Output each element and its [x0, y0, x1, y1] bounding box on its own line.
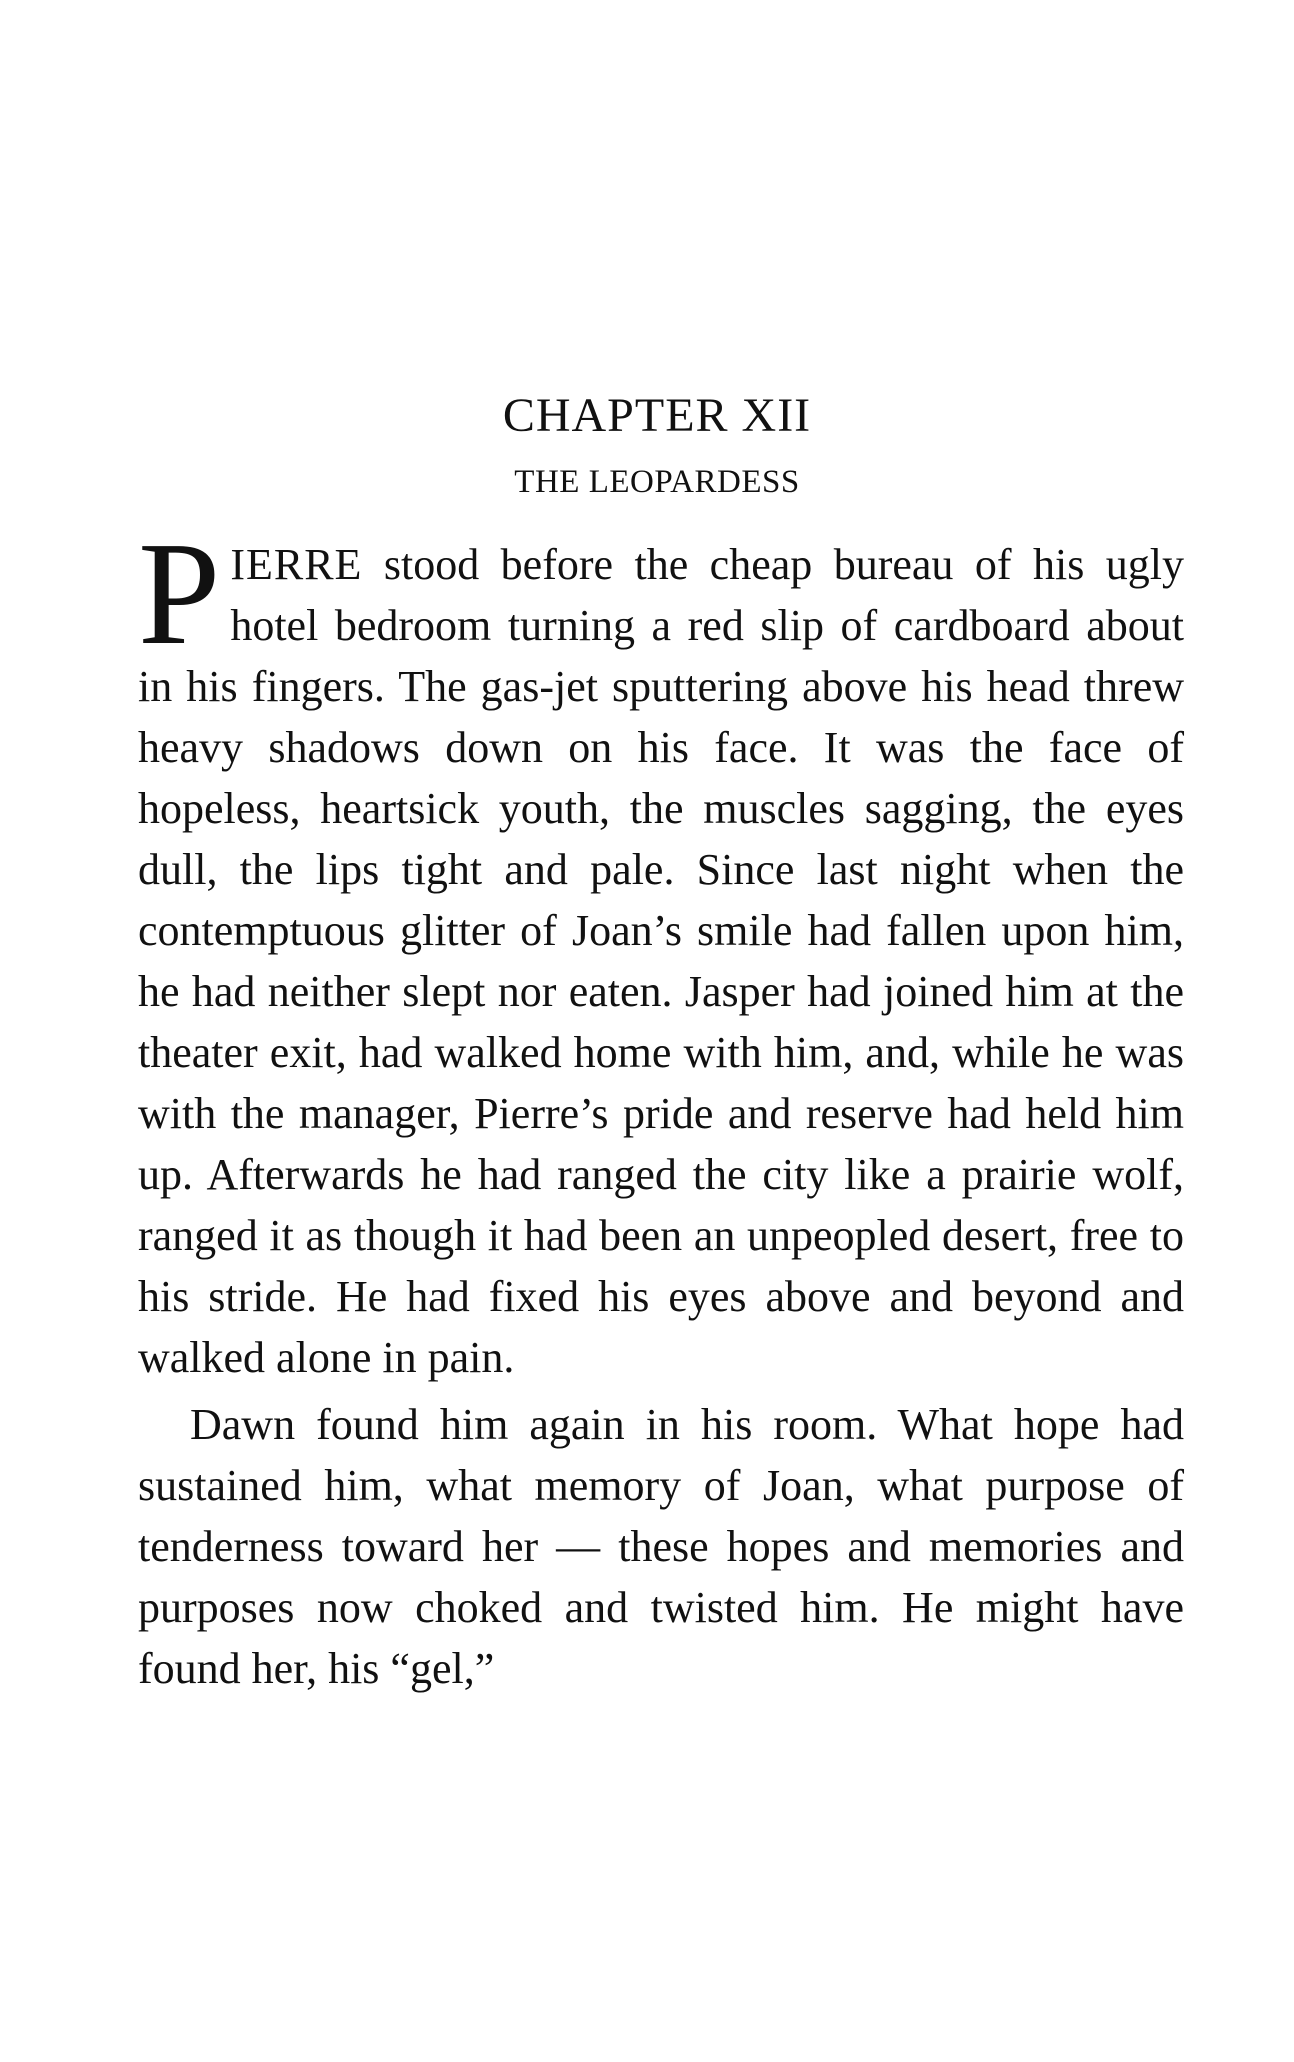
chapter-body [138, 512, 1184, 1699]
drop-cap: P [138, 512, 221, 676]
paragraph: Dawn found him again in his room. What hope had sustained him, what memory of Joan, what purpose of tenderness toward her — these hopes and memories and purposes now choked and twisted him. He might have found her, his “gel,” [138, 1400, 1184, 1693]
chapter-title: THE LEOPARDESS [514, 464, 800, 500]
chapter-number: CHAPTER XII [502, 389, 812, 442]
paragraph-text: stood before the cheap bureau of his ugly hotel bedroom turning a red slip of cardboard about in his fingers. The gas-jet sputtering above his head threw heavy shadows down on his face. It was the face of hopeless, heartsick youth, the muscles sagging, the eyes dull, the lips tight and pale. Since last night when the contemptuous glitter of Joan’s smile had fallen upon him, he had neither slept nor eaten. Jasper had joined him at the theater exit, had walked home with him, and, while he was with the manager, Pierre’s pride and reserve had held him up. Afterwards he had ranged the city like a prairie wolf, ranged it as though it had been an unpeopled desert, free to his stride. He had fixed his eyes above and beyond and walked alone in pain. [138, 540, 1184, 1382]
lead-word: IERRE [230, 540, 363, 589]
paragraph [138, 512, 1184, 1388]
